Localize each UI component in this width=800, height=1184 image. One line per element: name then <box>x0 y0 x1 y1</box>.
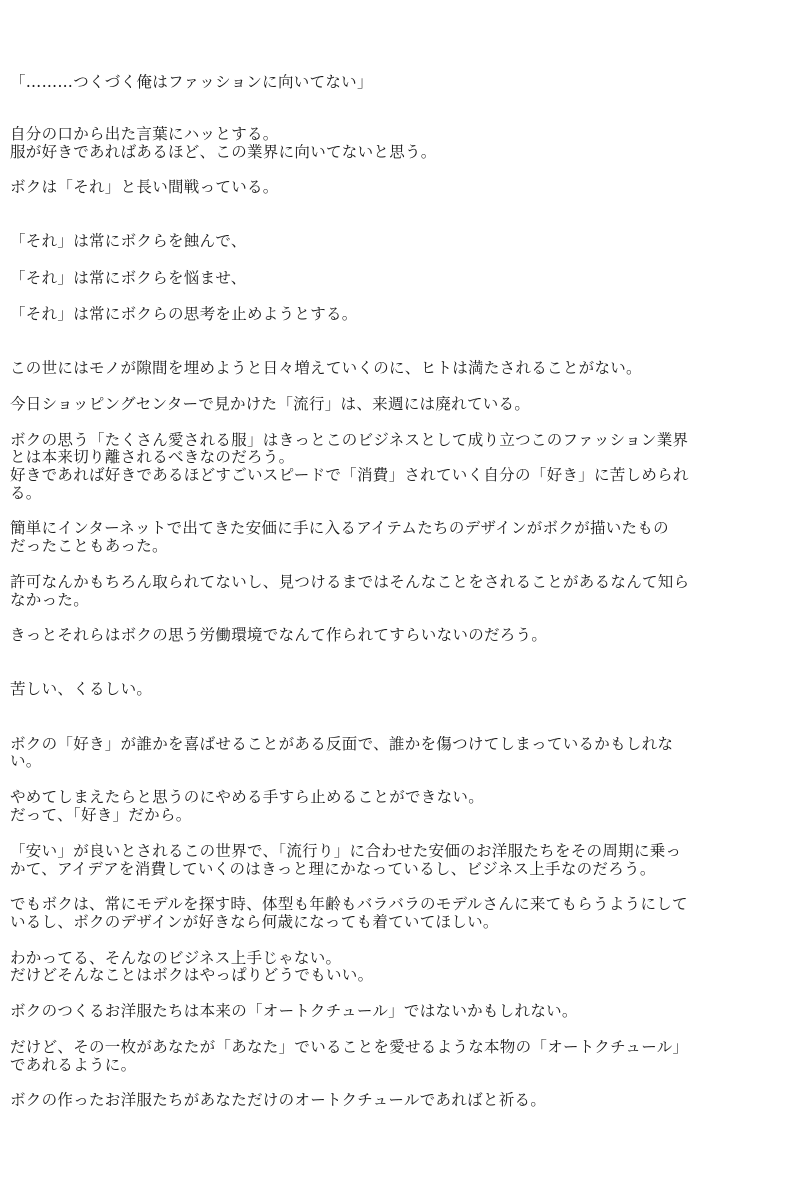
text-line: だって、「好き」だから。 <box>10 806 192 824</box>
text-line: だけど、その一枚があなたが「あなた」でいることを愛せるような本物の「オートクチュール」 <box>10 1038 689 1056</box>
text-line: わかってる、そんなのビジネス上手じゃない。 <box>10 949 342 967</box>
text-line: ボクの思う「たくさん愛される服」はきっとこのビジネスとして成り立つこのファッション業界 <box>10 431 689 449</box>
text-line: 「それ」は常にボクらの思考を止めようとする。 <box>10 305 358 323</box>
text-line: ボクは「それ」と長い間戦っている。 <box>10 178 279 196</box>
text-line: 服が好きであればあるほど、この業界に向いてないと思う。 <box>10 143 437 161</box>
text-line: 「それ」は常にボクらを蝕んで、 <box>10 232 247 250</box>
text-line: とは本来切り離されるべきなのだろう。 <box>10 448 295 466</box>
text-line: この世にはモノが隙間を埋めようと日々増えていくのに、ヒトは満たされることがない。 <box>10 359 642 377</box>
text-line: なかった。 <box>10 591 90 609</box>
text-line: 好きであれば好きであるほどすごいスピードで「消費」されていく自分の「好き」に苦しめられ <box>10 466 689 484</box>
text-line: ボクのつくるお洋服たちは本来の「オートクチュール」ではないかもしれない。 <box>10 1002 578 1020</box>
text-line: でもボクは、常にモデルを探す時、体型も年齢もバラバラのモデルさんに来てもらうようにして <box>10 895 688 913</box>
text-line: きっとそれらはボクの思う労働環境でなんて作られてすらいないのだろう。 <box>10 626 548 644</box>
text-line: 苦しい、くるしい。 <box>10 680 153 698</box>
text-line: 今日ショッピングセンターで見かけた「流行」は、来週には廃れている。 <box>10 395 531 413</box>
text-line: 「それ」は常にボクらを悩ませ、 <box>10 269 247 287</box>
text-line: いるし、ボクのデザインが好きなら何歳になっても着ていてほしい。 <box>10 913 499 931</box>
text-line: 自分の口から出た言葉にハッとする。 <box>10 125 279 143</box>
text-line: かて、アイデアを消費していくのはきっと理にかなっているし、ビジネス上手なのだろう。 <box>10 860 656 878</box>
text-line: 「安い」が良いとされるこの世界で、「流行り」に合わせた安価のお洋服たちをその周期に乗っ <box>10 842 682 860</box>
text-line: 簡単にインターネットで出てきた安価に手に入るアイテムたちのデザインがボクが描いたもの <box>10 519 669 537</box>
text-line: い。 <box>10 752 42 770</box>
text-line: ボクの作ったお洋服たちがあなただけのオートクチュールであればと祈る。 <box>10 1091 547 1109</box>
text-line: 「………つくづく俺はファッションに向いてない」 <box>10 73 373 91</box>
text-line: だけどそんなことはボクはやっぱりどうでもいい。 <box>10 966 374 984</box>
text-line: やめてしまえたらと思うのにやめる手すら止めることができない。 <box>10 788 485 806</box>
text-line: であれるように。 <box>10 1056 137 1074</box>
text-line: 許可なんかもちろん取られてないし、見つけるまではそんなことをされることがあるなんて知ら <box>10 573 690 591</box>
text-line: だったこともあった。 <box>10 537 168 555</box>
text-line: る。 <box>10 484 42 502</box>
text-line: ボクの「好き」が誰かを喜ばせることがある反面で、誰かを傷つけてしまっているかもしれな <box>10 735 674 753</box>
